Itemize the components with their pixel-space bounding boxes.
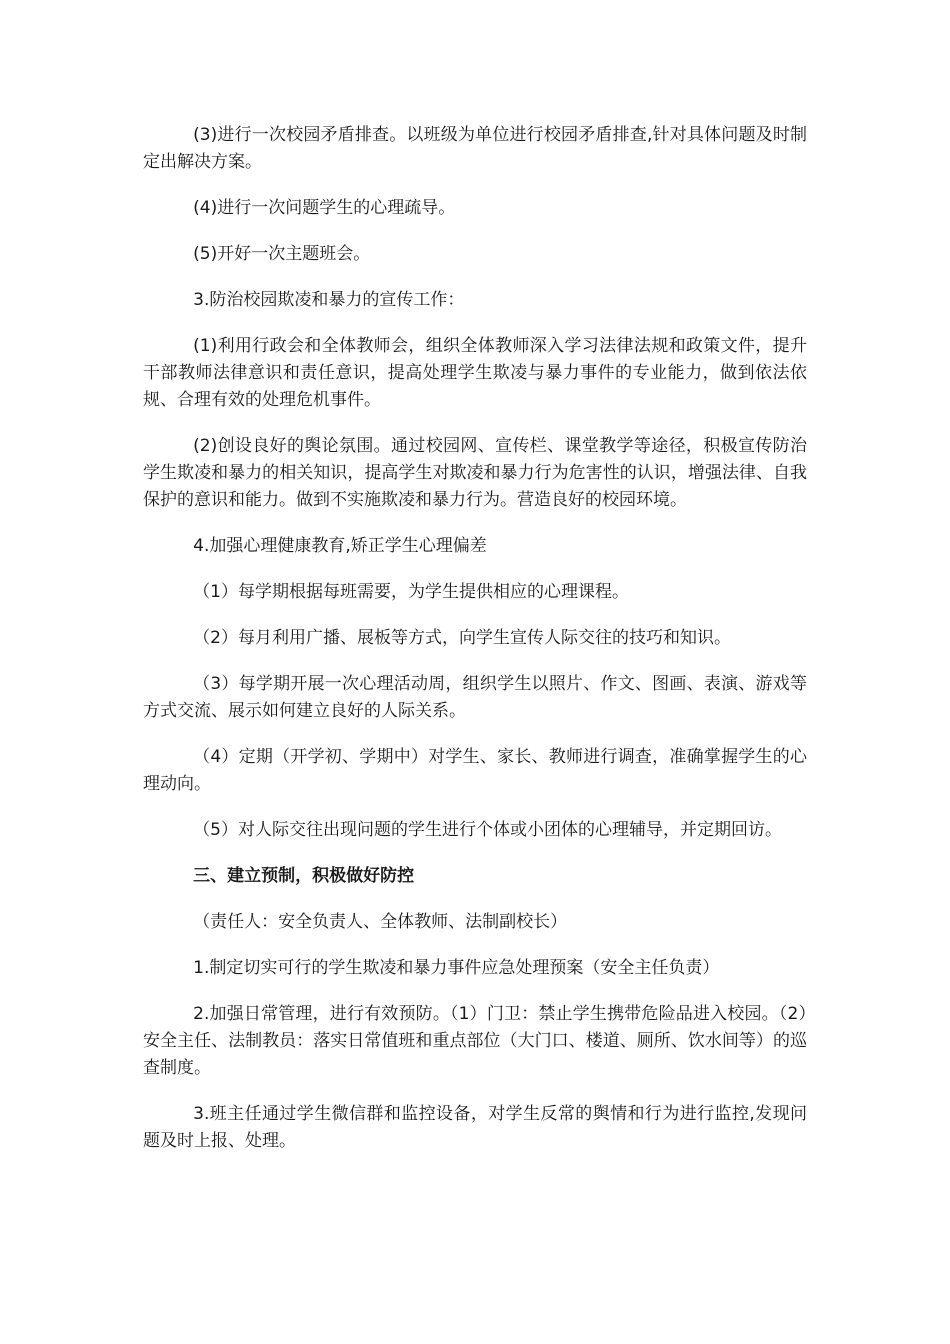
paragraph-6: (2)创设良好的舆论氛围。通过校园网、宣传栏、课堂教学等途径，积极宣传防治学生欺凌和暴力的相关知识，提高学生对欺凌和暴力行为危害性的认识，增强法律、自我保护的意识和能力。做到不实施欺凌和暴力行为。营造良好的校园环境。	[143, 436, 807, 510]
paragraph-8: （1）每学期根据每班需要，为学生提供相应的心理课程。	[193, 582, 629, 602]
paragraph-14: （责任人：安全负责人、全体教师、法制副校长）	[193, 912, 568, 932]
paragraph-7: 4.加强心理健康教育,矫正学生心理偏差	[193, 536, 487, 556]
paragraph-4: 3.防治校园欺凌和暴力的宣传工作：	[193, 290, 465, 310]
paragraph-15: 1.制定切实可行的学生欺凌和暴力事件应急处理预案（安全主任负责）	[193, 958, 720, 978]
paragraph-16: 2.加强日常管理，进行有效预防。（1）门卫：禁止学生携带危险品进入校园。（2）安全主任、法制教员：落实日常值班和重点部位（大门口、楼道、厕所、饮水间等）的巡查制度。	[143, 1004, 807, 1078]
section-heading: 三、建立预制，积极做好防控	[193, 866, 415, 886]
paragraph-2: (4)进行一次问题学生的心理疏导。	[193, 198, 456, 218]
paragraph-1: (3)进行一次校园矛盾排查。以班级为单位进行校园矛盾排查,针对具体问题及时制定出解决方案。	[143, 125, 807, 172]
paragraph-9: （2）每月利用广播、展板等方式，向学生宣传人际交往的技巧和知识。	[193, 628, 731, 648]
paragraph-17: 3.班主任通过学生微信群和监控设备，对学生反常的舆情和行为进行监控,发现问题及时上报、处理。	[143, 1104, 807, 1151]
paragraph-10: （3）每学期开展一次心理活动周，组织学生以照片、作文、图画、表演、游戏等方式交流、展示如何建立良好的人际关系。	[143, 674, 807, 721]
paragraph-3: (5)开好一次主题班会。	[193, 244, 371, 264]
document-body	[143, 122, 807, 1174]
paragraph-5: (1)利用行政会和全体教师会，组织全体教师深入学习法律法规和政策文件，提升干部教师法律意识和责任意识，提高处理学生欺凌与暴力事件的专业能力，做到依法依规、合理有效的处理危机事件。	[143, 336, 807, 410]
paragraph-12: （5）对人际交往出现问题的学生进行个体或小团体的心理辅导，并定期回访。	[193, 820, 782, 840]
paragraph-11: （4）定期（开学初、学期中）对学生、家长、教师进行调查，准确掌握学生的心理动向。	[143, 747, 807, 794]
